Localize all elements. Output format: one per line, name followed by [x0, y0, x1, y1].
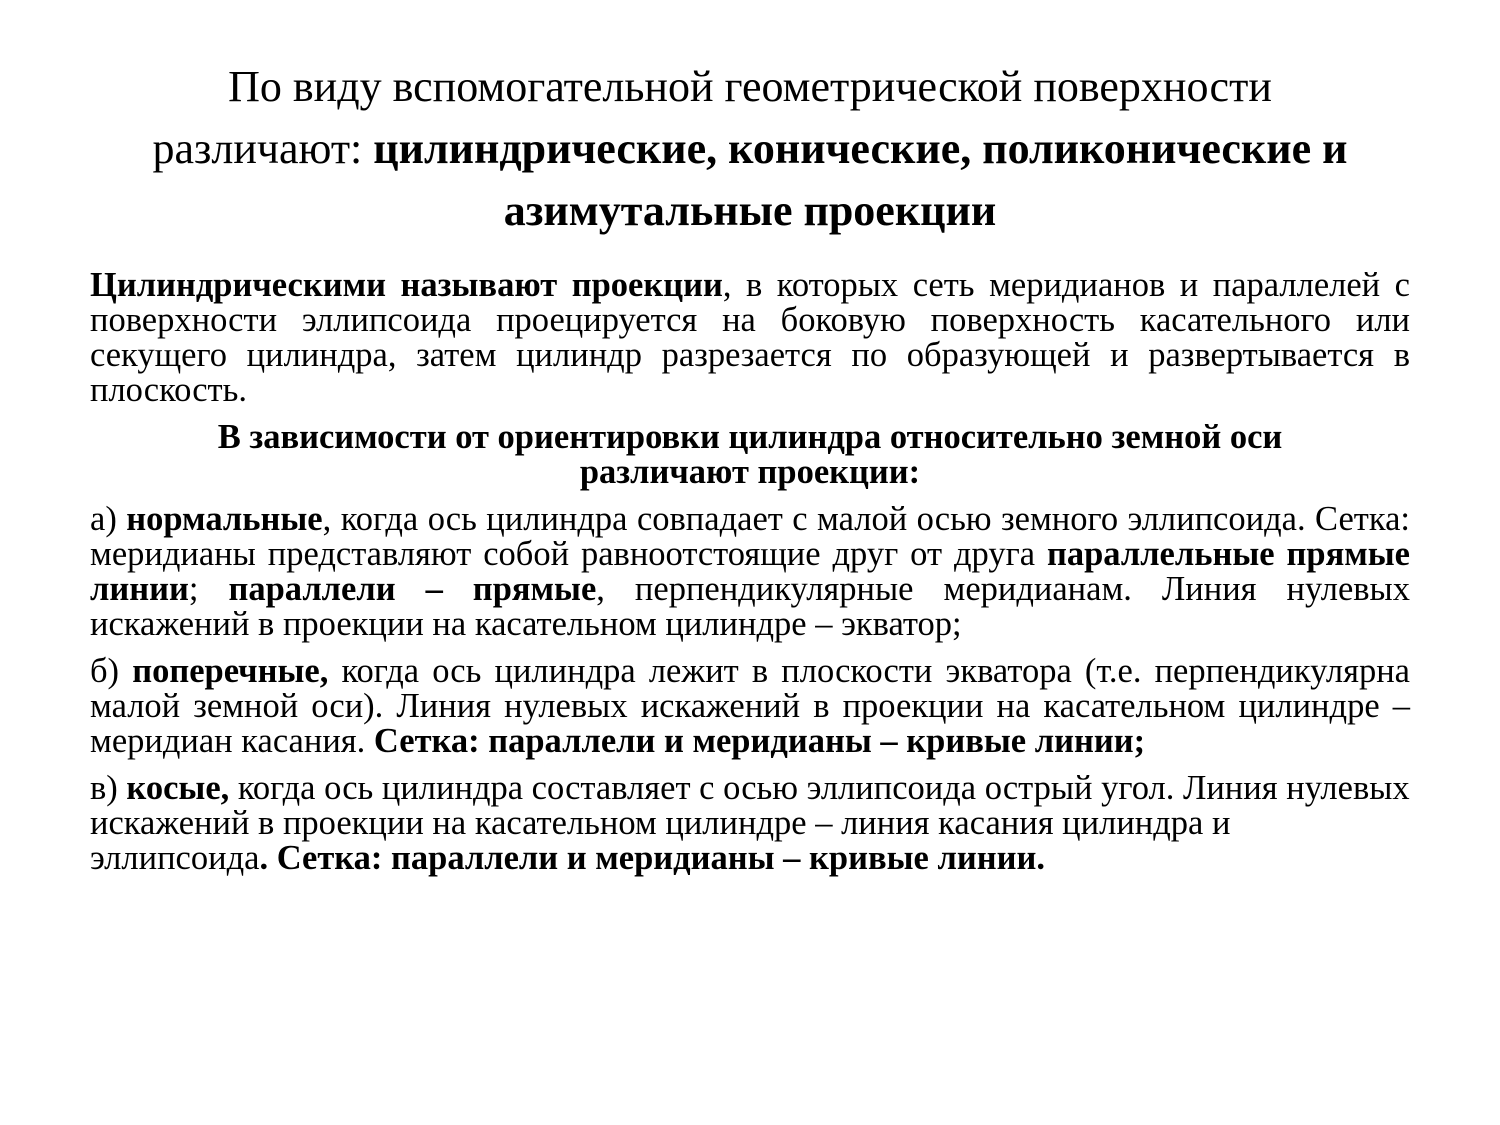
item-v-marker: в)	[90, 769, 127, 807]
subheading-line1: В зависимости от ориентировки цилиндра относительно земной оси	[217, 418, 1283, 456]
title-bold: цилиндрические, конические, поликонические и азимутальные проекции	[373, 124, 1348, 235]
title-prefix: различают:	[152, 124, 374, 173]
item-b-paragraph	[90, 654, 1410, 759]
item-b-bold1: Сетка: параллели и меридианы – кривые линии;	[373, 722, 1146, 760]
item-a-text2: ;	[188, 570, 229, 608]
item-a-term: нормальные	[126, 500, 323, 538]
item-b-term: поперечные,	[132, 652, 329, 690]
item-a-text3: , перпендикулярные меридианам. Линия нулевых искажений в проекции на касательном цилиндре – экватор;	[90, 570, 1410, 643]
item-a-marker: а)	[90, 500, 127, 538]
item-v-text1: когда ось цилиндра составляет с осью эллипсоида острый угол. Линия нулевых искажений в проекции на касательном цилиндре – линия касания цилиндра и эллипсоида	[90, 769, 1410, 877]
definition-term: Цилиндрическими называют проекции	[90, 266, 723, 304]
item-v-term: косые,	[126, 769, 230, 807]
item-a-bold2: параллели – прямые	[228, 570, 597, 608]
item-v-paragraph	[90, 771, 1410, 876]
item-a-text1: , когда ось цилиндра совпадает с малой осью земного эллипсоида. Сетка: меридианы представляют собой равноотстоящие друг от друга	[90, 500, 1410, 573]
slide-body	[90, 268, 1410, 888]
item-b-marker: б)	[90, 652, 133, 690]
title-line1: По виду вспомогательной геометрической поверхности	[228, 62, 1272, 111]
item-b-text1: когда ось цилиндра лежит в плоскости экватора (т.е. перпендикулярна малой земной оси). Линия нулевых искажений в проекции на касательном цилиндре – меридиан касания.	[90, 652, 1410, 760]
item-a-bold1: параллельные прямые линии	[90, 535, 1410, 608]
item-a-paragraph	[90, 502, 1410, 642]
definition-text: , в которых сеть меридианов и параллелей с поверхности эллипсоида проецируется на боковую поверхность касательного или секущего цилиндра, затем цилиндр разрезается по образующей и развертывается в плоскость.	[90, 266, 1410, 409]
subheading	[90, 420, 1410, 490]
item-v-bold1: . Сетка: параллели и меридианы – кривые линии.	[259, 839, 1045, 877]
slide-title	[60, 56, 1440, 242]
definition-paragraph	[90, 268, 1410, 408]
subheading-line2: различают проекции:	[579, 453, 921, 491]
